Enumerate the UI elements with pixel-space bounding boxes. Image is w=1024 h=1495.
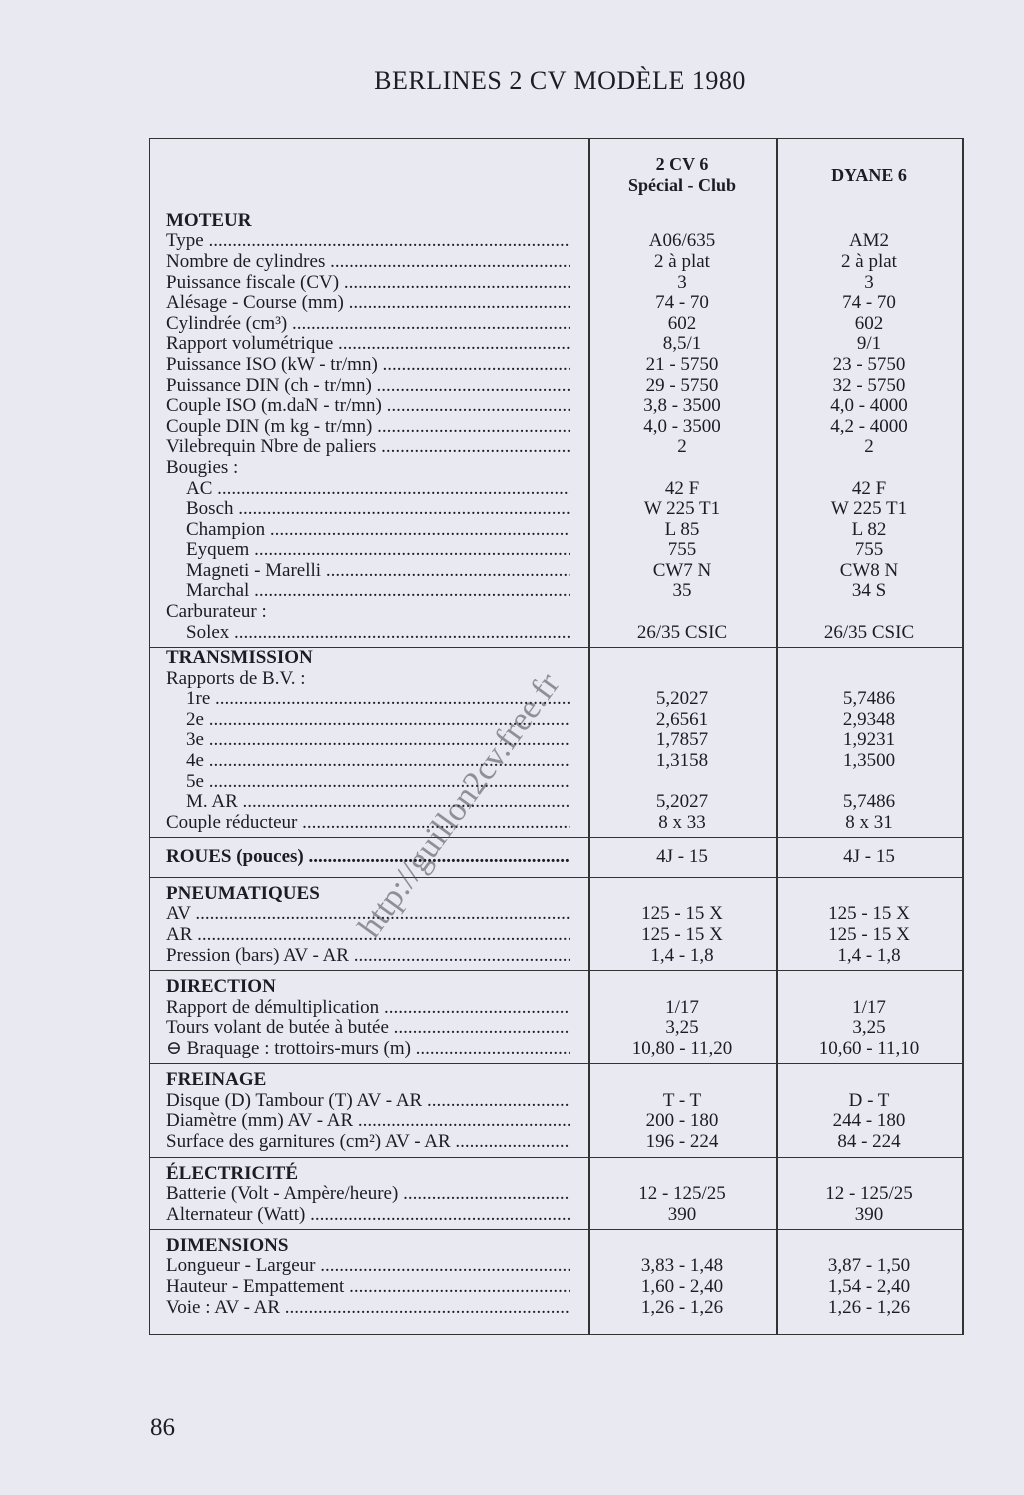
section-direction: [150, 971, 964, 1064]
table-row: Rapport volumétrique ..... 8,5/1 9/1: [150, 334, 964, 355]
table-row: Solex ..... 26/35 CSIC 26/35 CSIC: [150, 623, 964, 644]
table-row: Surface des garnitures (cm²) AV - AR ..... 196 - 224 84 - 224: [150, 1132, 964, 1153]
column-header-2cv6-line1: 2 CV 6: [655, 154, 709, 174]
table-row: Longueur - Largeur ..... 3,83 - 1,48 3,87 - 1,50: [150, 1256, 964, 1277]
spec-table: [149, 138, 964, 1335]
table-row: Couple DIN (m kg - tr/mn) ..... 4,0 - 3500 4,2 - 4000: [150, 417, 964, 438]
section-pneumatiques: [150, 878, 964, 971]
table-row: M. AR ..... 5,2027 5,7486: [150, 792, 964, 813]
table-row: Alésage - Course (mm) ..... 74 - 70 74 - 70: [150, 293, 964, 314]
table-row: Pression (bars) AV - AR ..... 1,4 - 1,8 1,4 - 1,8: [150, 946, 964, 967]
table-row: Rapport de démultiplication ..... 1/17 1/17: [150, 998, 964, 1019]
table-row: Disque (D) Tambour (T) AV - AR ..... T - T D - T: [150, 1091, 964, 1112]
table-row: Hauteur - Empattement ..... 1,60 - 2,40 1,54 - 2,40: [150, 1277, 964, 1298]
column-header-dyane6: DYANE 6: [831, 164, 907, 185]
table-row: AC ..... 42 F 42 F: [150, 479, 964, 500]
table-row: Puissance fiscale (CV) ..... 3 3: [150, 273, 964, 294]
table-row: AV ..... 125 - 15 X 125 - 15 X: [150, 904, 964, 925]
page-number: 86: [150, 1414, 175, 1441]
section-title: ROUES (pouces) .....: [166, 847, 570, 868]
table-row: Nombre de cylindres ..... 2 à plat 2 à plat: [150, 252, 964, 273]
column-header-2cv6: [588, 139, 776, 211]
section-title: DIMENSIONS: [166, 1235, 289, 1257]
table-row: 5e .....: [150, 772, 964, 793]
table-header: [150, 139, 964, 211]
section-freinage: [150, 1064, 964, 1157]
section-transmission: [150, 648, 964, 838]
table-row: Puissance DIN (ch - tr/mn) ..... 29 - 5750 32 - 5750: [150, 376, 964, 397]
table-row: Rapports de B.V. :: [166, 668, 306, 689]
table-row: Alternateur (Watt) ..... 390 390: [150, 1205, 964, 1226]
table-row: 1re ..... 5,2027 5,7486: [150, 689, 964, 710]
section-roues: [150, 838, 964, 878]
section-title: TRANSMISSION: [166, 647, 313, 669]
table-row: Cylindrée (cm³) ..... 602 602: [150, 314, 964, 335]
table-row: Type ..... A06/635 AM2: [150, 231, 964, 252]
watermark-url: http://guillon2cv.free.fr: [351, 666, 568, 945]
table-row: 4e ..... 1,3158 1,3500: [150, 751, 964, 772]
table-row: 3e ..... 1,7857 1,9231: [150, 730, 964, 751]
section-title: PNEUMATIQUES: [166, 883, 320, 904]
table-row: Couple réducteur ..... 8 x 33 8 x 31: [150, 813, 964, 834]
section-moteur: [150, 211, 964, 648]
table-row: AR ..... 125 - 15 X 125 - 15 X: [150, 925, 964, 946]
section-title: ÉLECTRICITÉ: [166, 1162, 298, 1184]
table-row: 2e ..... 2,6561 2,9348: [150, 710, 964, 731]
table-row: Puissance ISO (kW - tr/mn) ..... 21 - 5750 23 - 5750: [150, 355, 964, 376]
section-title: DIRECTION: [166, 976, 276, 998]
table-row: Eyquem ..... 755 755: [150, 540, 964, 561]
section-electricite: [150, 1158, 964, 1231]
table-row: Bosch ..... W 225 T1 W 225 T1: [150, 499, 964, 520]
table-row: Voie : AV - AR ..... 1,26 - 1,26 1,26 - 1,26: [150, 1298, 964, 1319]
table-row: Couple ISO (m.daN - tr/mn) ..... 3,8 - 3500 4,0 - 4000: [150, 396, 964, 417]
table-row: Vilebrequin Nbre de paliers ..... 2 2: [150, 437, 964, 458]
page-title: BERLINES 2 CV MODÈLE 1980: [374, 66, 746, 95]
table-row: Diamètre (mm) AV - AR ..... 200 - 180 244 - 180: [150, 1111, 964, 1132]
section-title: MOTEUR: [166, 210, 252, 231]
table-row: Magneti - Marelli ..... CW7 N CW8 N: [150, 561, 964, 582]
table-row: Tours volant de butée à butée ..... 3,25 3,25: [150, 1018, 964, 1039]
table-row: Marchal ..... 35 34 S: [150, 581, 964, 602]
table-row: Batterie (Volt - Ampère/heure) ..... 12 - 125/25 12 - 125/25: [150, 1184, 964, 1205]
table-row: Champion ..... L 85 L 82: [150, 520, 964, 541]
section-dimensions: [150, 1230, 964, 1334]
section-title: FREINAGE: [166, 1069, 267, 1091]
table-row: ROUES (pouces) ..... 4J - 15 4J - 15: [150, 847, 964, 868]
table-row: Bougies :: [166, 457, 239, 478]
table-row: Carburateur :: [166, 602, 267, 623]
column-header-2cv6-line2: Spécial - Club: [627, 175, 737, 195]
table-row: ⊖ Braquage : trottoirs-murs (m) ..... 10,80 - 11,20 10,60 - 11,10: [150, 1039, 964, 1060]
